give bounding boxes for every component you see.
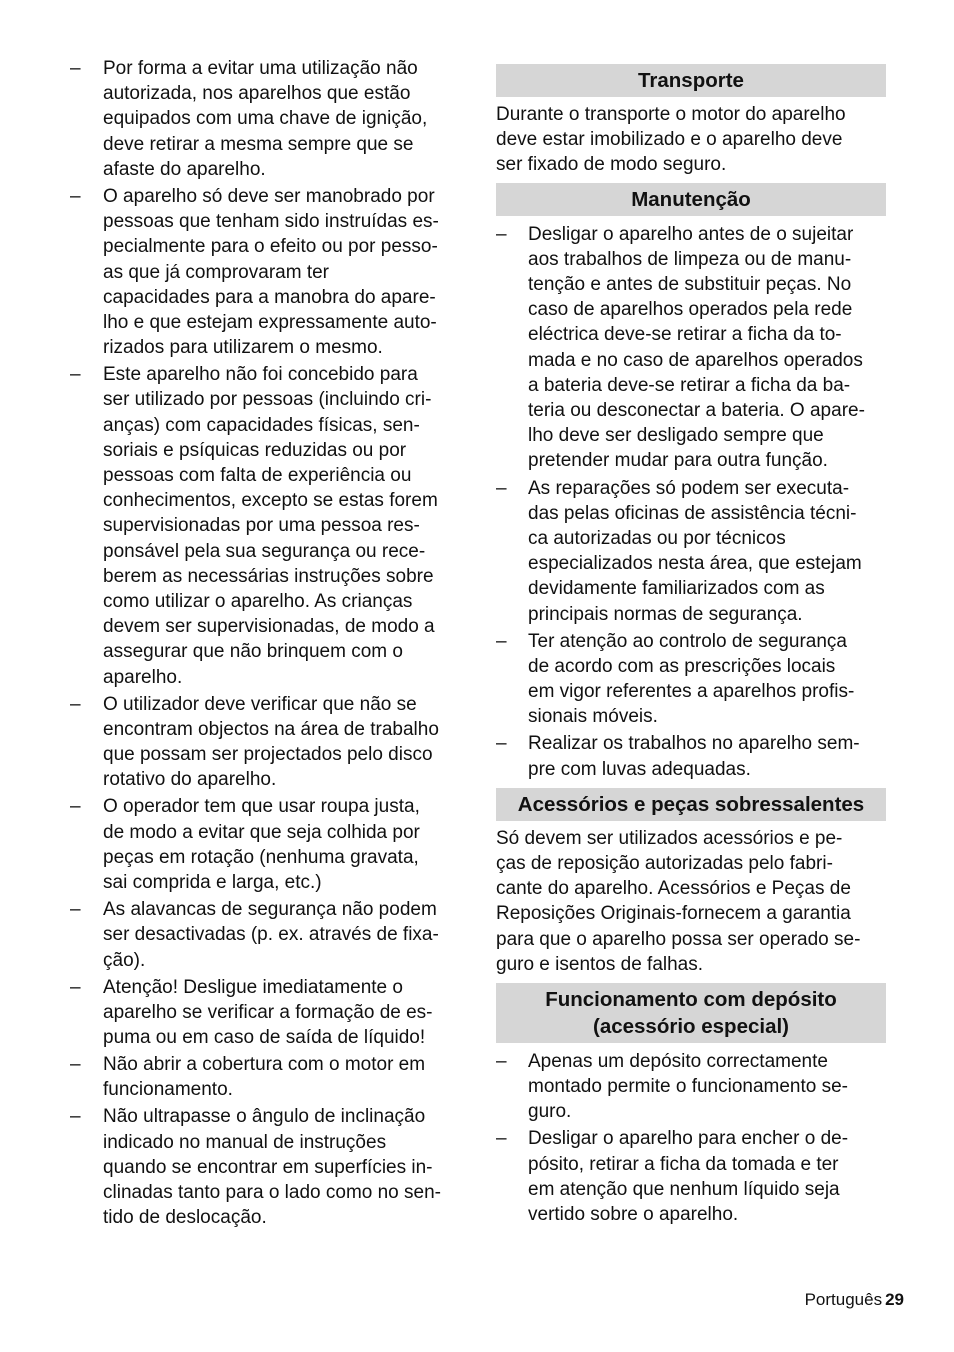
deposito-list — [496, 1049, 886, 1227]
section-heading-manutencao: Manutenção — [496, 183, 886, 216]
line: clinadas tanto para o lado como no sen- — [103, 1182, 441, 1204]
line: anças) com capacidades físicas, sen- — [103, 414, 420, 436]
line: ser desactivadas (p. ex. através de fixa- — [103, 924, 439, 946]
line: mada e no caso de aparelhos operados — [528, 349, 863, 371]
section-heading-acessorios: Acessórios e peças sobressalentes — [496, 788, 886, 821]
line: supervisionadas por uma pessoa res- — [103, 515, 420, 537]
line: ças de reposição autorizadas pelo fabri- — [496, 852, 833, 874]
line: puma ou em caso de saída de líquido! — [103, 1027, 426, 1049]
line: principais normas de segurança. — [528, 603, 803, 625]
line: das pelas oficinas de assistência técni- — [528, 502, 857, 524]
list-item — [496, 1049, 886, 1125]
dash-marker: – — [70, 364, 81, 386]
line: Ter atenção ao controlo de segurança — [528, 630, 847, 652]
line: tido de deslocação. — [103, 1207, 267, 1229]
line: a bateria deve-se retirar a ficha da ba- — [528, 374, 851, 396]
line: em vigor referentes a aparelhos profis- — [528, 681, 855, 703]
line: Atenção! Desligue imediatamente o — [103, 976, 403, 998]
line: guro e isentos de falhas. — [496, 953, 704, 975]
list-item — [496, 1126, 886, 1227]
line: pósito, retirar a ficha da tomada e ter — [528, 1153, 839, 1175]
line: capacidades para a manobra do apare- — [103, 286, 436, 308]
line: deve estar imobilizado e o aparelho deve — [496, 129, 843, 151]
line: lho deve ser desligado sempre que — [528, 425, 824, 447]
line: pecialmente para o efeito ou por pesso- — [103, 236, 438, 258]
left-column — [70, 56, 460, 1232]
dash-marker: – — [70, 185, 81, 207]
line: de acordo com as prescrições locais — [528, 655, 836, 677]
line: afaste do aparelho. — [103, 158, 266, 180]
line: sionais móveis. — [528, 706, 658, 728]
line: Não abrir a cobertura com o motor em — [103, 1054, 426, 1076]
line: peças em rotação (nenhuma gravata, — [103, 846, 419, 868]
list-item — [70, 1104, 460, 1230]
dash-marker: – — [70, 58, 81, 79]
line: ponsável pela sua segurança ou rece- — [103, 540, 426, 562]
line: quando se encontrar em superfícies in- — [103, 1156, 433, 1178]
line: Desligar o aparelho antes de o sujeitar — [528, 223, 854, 245]
line: ser utilizado por pessoas (incluindo cri- — [103, 389, 432, 411]
dash-marker: – — [496, 1050, 507, 1072]
line: Só devem ser utilizados acessórios e pe- — [496, 827, 843, 849]
list-item — [496, 629, 886, 730]
line: Apenas um depósito correctamente — [528, 1050, 828, 1072]
line: aparelho. — [103, 666, 183, 688]
line: sai comprida e larga, etc.) — [103, 872, 322, 894]
line: deve retirar a mesma sempre que se — [103, 133, 414, 155]
line: Realizar os trabalhos no aparelho sem- — [528, 733, 860, 755]
dash-marker: – — [496, 630, 507, 652]
right-column — [496, 56, 886, 1229]
line: aparelho se verificar a formação de es- — [103, 1001, 433, 1023]
line: teria ou desconectar a bateria. O apare- — [528, 400, 865, 422]
dash-marker: – — [70, 899, 81, 921]
line: Reposições Originais-fornecem a garantia — [496, 903, 851, 925]
line: Este aparelho não foi concebido para — [103, 364, 418, 386]
line: O utilizador deve verificar que não se — [103, 693, 417, 715]
line: montado permite o funcionamento se- — [528, 1076, 849, 1098]
line: guro. — [528, 1101, 572, 1123]
line: lho e que estejam expressamente auto- — [103, 311, 437, 333]
line: autorizada, nos aparelhos que estão — [103, 83, 411, 105]
line: vertido sobre o aparelho. — [528, 1204, 739, 1226]
list-item — [70, 56, 460, 182]
line: que possam ser projectados pelo disco — [103, 744, 433, 766]
list-item — [70, 897, 460, 973]
line: ção). — [103, 949, 146, 971]
heading-line: Funcionamento com depósito — [545, 987, 837, 1011]
line: Não ultrapasse o ângulo de inclinação — [103, 1106, 426, 1128]
line: em atenção que nenhum líquido seja — [528, 1178, 840, 1200]
list-item — [496, 731, 886, 781]
dash-marker: – — [70, 693, 81, 715]
line: As alavancas de segurança não podem — [103, 899, 437, 921]
list-item — [70, 184, 460, 360]
line: Durante o transporte o motor do aparelho — [496, 104, 846, 125]
dash-marker: – — [70, 796, 81, 818]
manutencao-list — [496, 222, 886, 782]
line: indicado no manual de instruções — [103, 1131, 387, 1153]
line: O aparelho só deve ser manobrado por — [103, 185, 435, 207]
list-item — [70, 692, 460, 793]
list-item — [70, 794, 460, 895]
line: para que o aparelho possa ser operado se- — [496, 928, 861, 950]
heading-line: (acessório especial) — [593, 1014, 789, 1038]
list-item — [496, 476, 886, 627]
line: devem ser supervisionadas, de modo a — [103, 616, 435, 638]
list-item — [70, 975, 460, 1051]
page-footer — [805, 1288, 904, 1312]
footer-language: Português — [804, 1290, 883, 1309]
dash-marker: – — [70, 1054, 81, 1076]
line: conhecimentos, excepto se estas forem — [103, 490, 438, 512]
line: funcionamento. — [103, 1079, 233, 1101]
line: aos trabalhos de limpeza ou de manu- — [528, 248, 852, 270]
dash-marker: – — [70, 1106, 81, 1128]
transporte-paragraph — [496, 102, 886, 178]
page-number: 29 — [885, 1290, 904, 1309]
line: As reparações só podem ser executa- — [528, 477, 850, 499]
line: tenção e antes de substituir peças. No — [528, 274, 852, 296]
acessorios-paragraph — [496, 826, 886, 977]
line: cante do aparelho. Acessórios e Peças de — [496, 878, 851, 900]
line: rizados para utilizarem o mesmo. — [103, 337, 383, 359]
section-heading-transporte: Transporte — [496, 64, 886, 97]
line: as que já comprovaram ter — [103, 261, 329, 283]
line: pretender mudar para outra função. — [528, 450, 828, 472]
line: ser fixado de modo seguro. — [496, 154, 727, 176]
dash-marker: – — [496, 223, 507, 245]
dash-marker: – — [496, 477, 507, 499]
line: ca autorizadas ou por técnicos — [528, 527, 786, 549]
line: berem as necessárias instruções sobre — [103, 565, 434, 587]
line: pessoas que tenham sido instruídas es- — [103, 211, 439, 233]
line: como utilizar o aparelho. As crianças — [103, 591, 413, 613]
line: Por forma a evitar uma utilização não — [103, 58, 418, 79]
line: soriais e psíquicas reduzidas ou por — [103, 439, 407, 461]
line: Desligar o aparelho para encher o de- — [528, 1128, 849, 1150]
list-item — [70, 362, 460, 690]
dash-marker: – — [496, 733, 507, 755]
line: O operador tem que usar roupa justa, — [103, 796, 420, 818]
line: pessoas com falta de experiência ou — [103, 465, 412, 487]
list-item — [70, 1052, 460, 1102]
line: caso de aparelhos operados pela rede — [528, 299, 853, 321]
list-item — [496, 222, 886, 474]
section-heading-deposito — [496, 983, 886, 1043]
line: pre com luvas adequadas. — [528, 758, 751, 780]
line: equipados com uma chave de ignição, — [103, 108, 428, 130]
dash-marker: – — [70, 976, 81, 998]
line: eléctrica deve-se retirar a ficha da to- — [528, 324, 842, 346]
line: encontram objectos na área de trabalho — [103, 718, 439, 740]
line: assegurar que não brinquem com o — [103, 641, 403, 663]
line: rotativo do aparelho. — [103, 769, 277, 791]
dash-marker: – — [496, 1128, 507, 1150]
line: devidamente familiarizados com as — [528, 578, 825, 600]
line: de modo a evitar que seja colhida por — [103, 821, 420, 843]
line: especializados nesta área, que estejam — [528, 553, 862, 575]
